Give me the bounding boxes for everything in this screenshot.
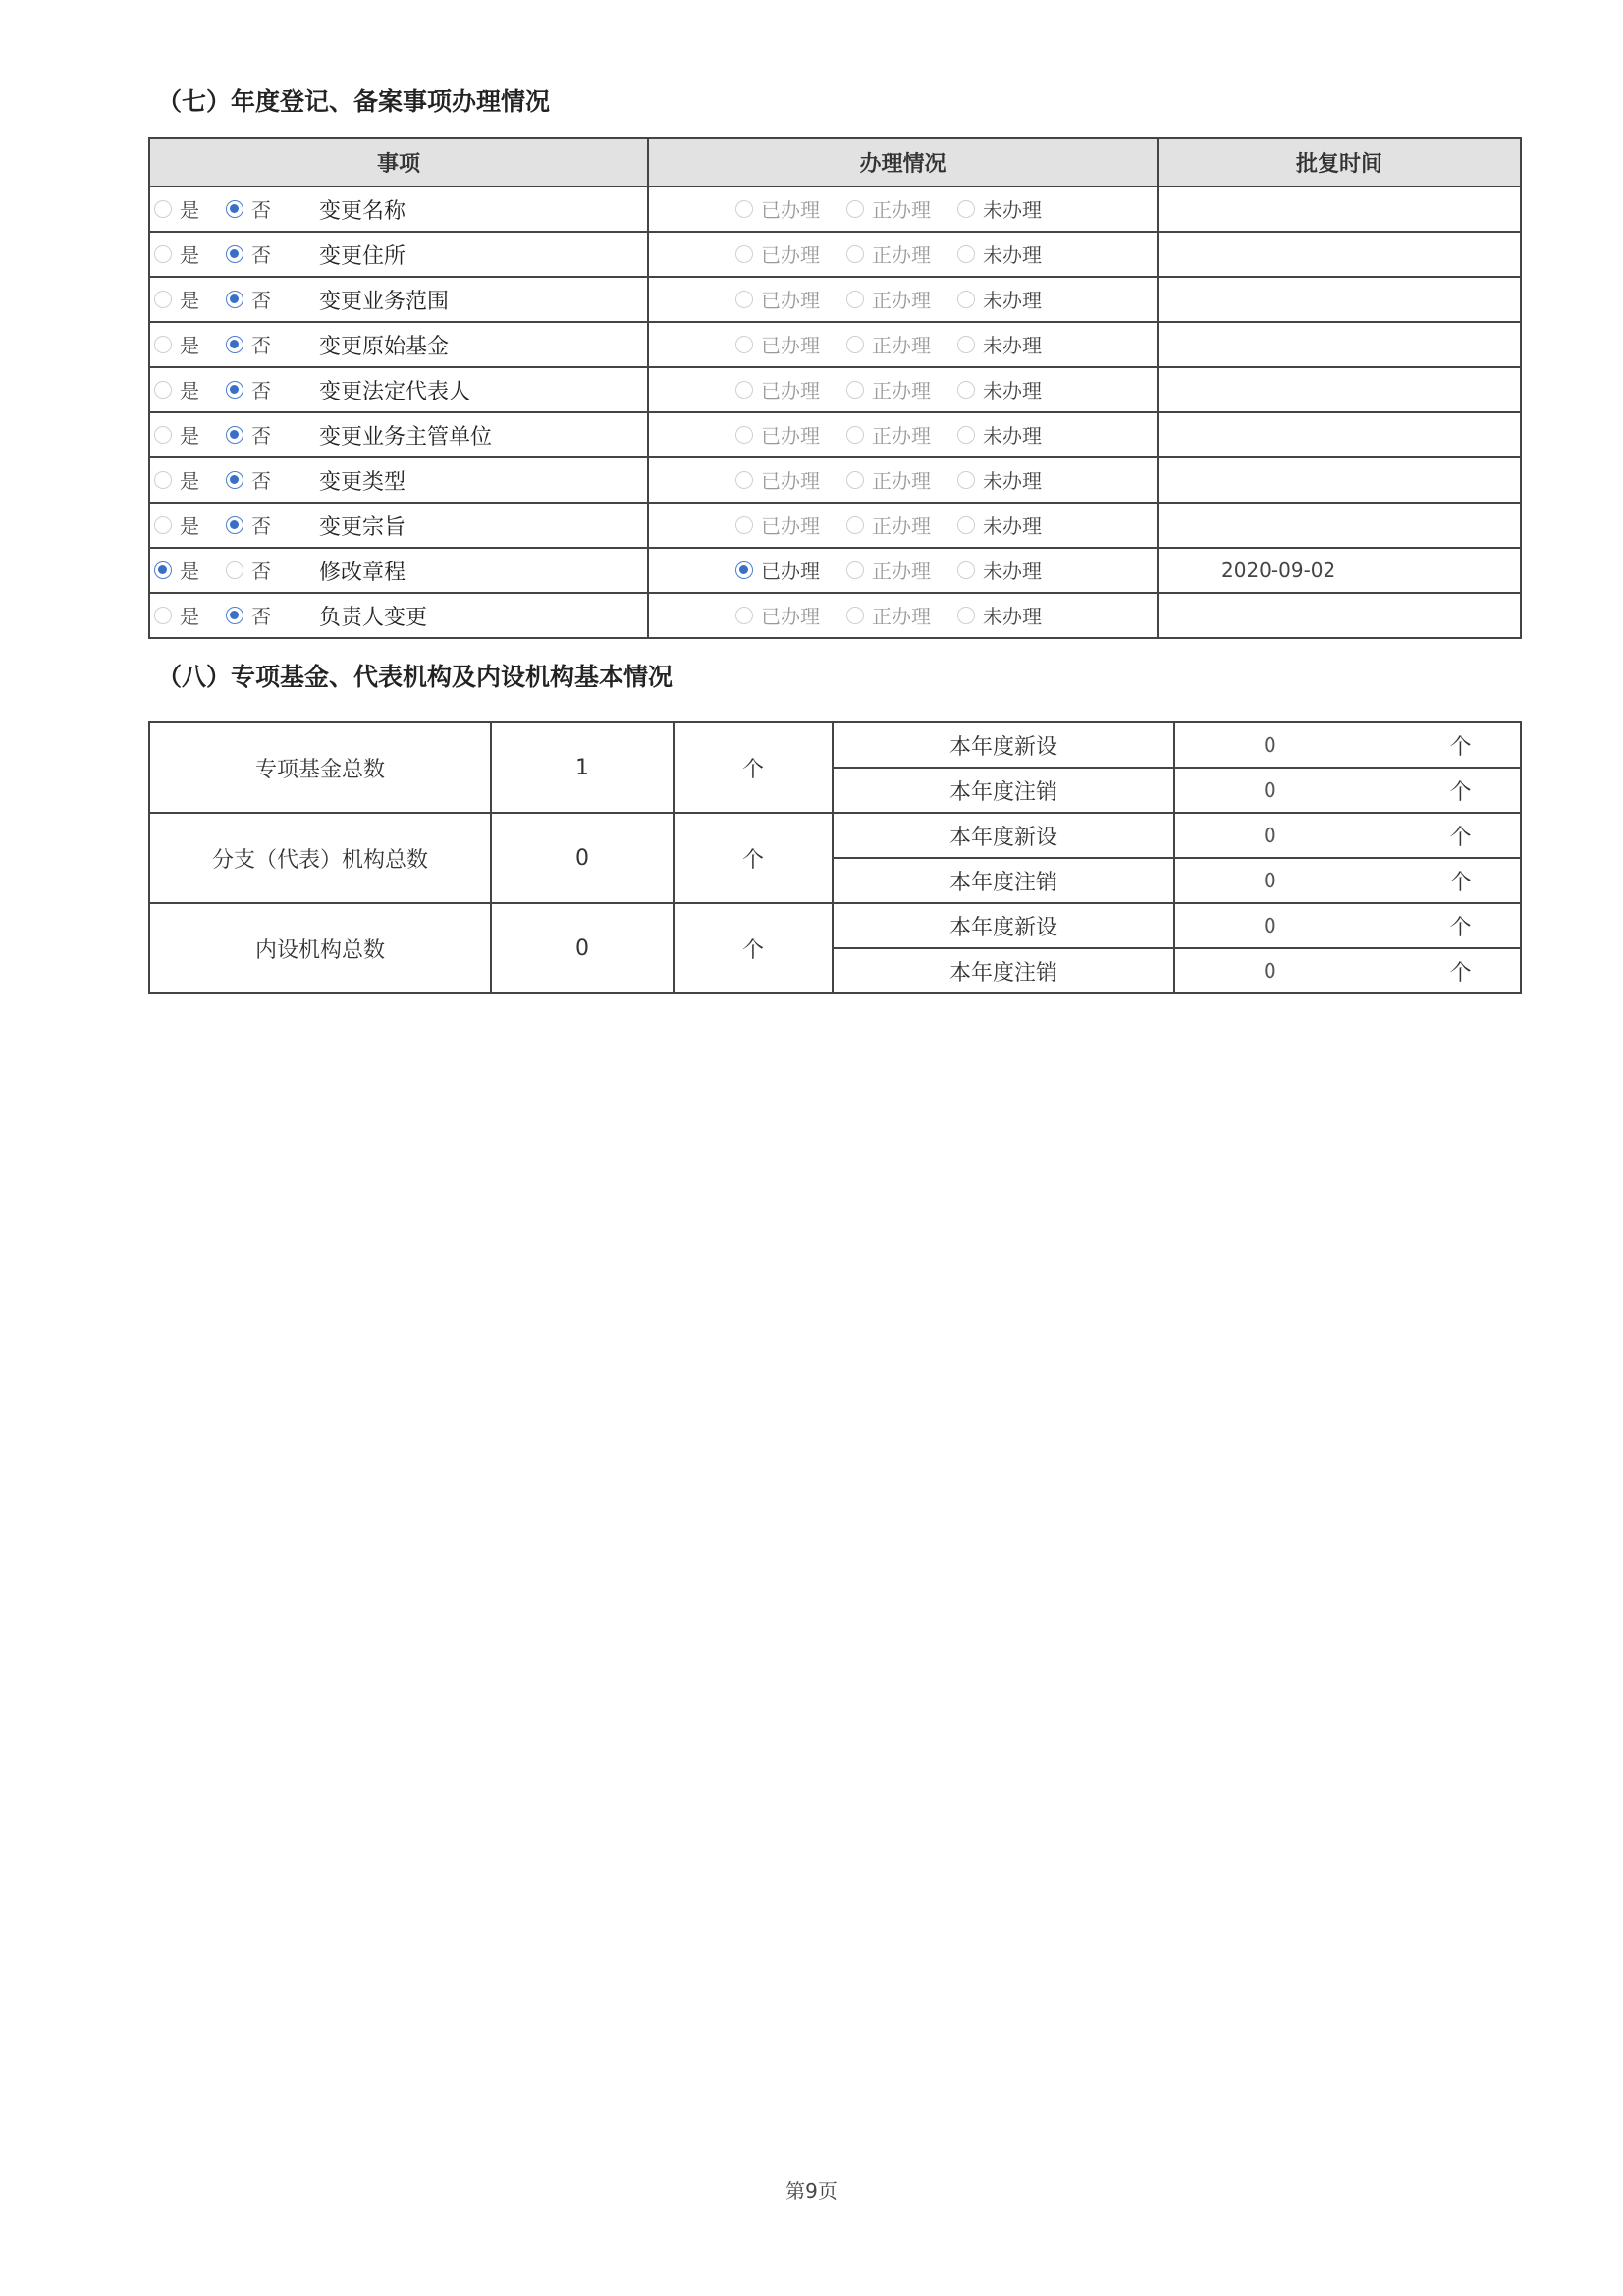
- notdone-radio-icon[interactable]: [957, 291, 975, 308]
- notdone-option[interactable]: [957, 240, 1042, 268]
- item-cell: [149, 548, 648, 593]
- group-label: 分支（代表）机构总数: [149, 813, 491, 903]
- notdone-label: 未办理: [983, 379, 1042, 403]
- yes-option[interactable]: [154, 510, 199, 539]
- header-status: 办理情况: [648, 138, 1158, 187]
- page-number: 第9页: [785, 2179, 838, 2203]
- group-total: 0: [491, 903, 674, 993]
- done-option[interactable]: [735, 194, 820, 223]
- done-option[interactable]: [735, 510, 820, 539]
- no-radio-icon[interactable]: [226, 200, 243, 218]
- yes-radio-icon[interactable]: [154, 561, 172, 579]
- header-approval-date: 批复时间: [1158, 138, 1521, 187]
- no-label: 否: [251, 334, 271, 357]
- notdone-option[interactable]: [957, 601, 1042, 629]
- yes-label: 是: [180, 605, 199, 628]
- done-radio-icon[interactable]: [735, 291, 753, 308]
- done-label: 已办理: [761, 514, 820, 539]
- yes-label: 是: [180, 560, 199, 583]
- done-radio-icon[interactable]: [735, 336, 753, 353]
- notdone-radio-icon[interactable]: [957, 471, 975, 489]
- approval-date-cell: [1158, 367, 1521, 412]
- yes-radio-icon[interactable]: [154, 291, 172, 308]
- yes-label: 是: [180, 334, 199, 357]
- new-label: 本年度新设: [833, 903, 1174, 948]
- item-name: 变更名称: [319, 198, 406, 224]
- approval-date-cell: [1158, 412, 1521, 457]
- table-row: [149, 277, 1521, 322]
- approval-date-field[interactable]: [1219, 413, 1457, 456]
- notdone-radio-icon[interactable]: [957, 381, 975, 399]
- no-radio-icon[interactable]: [226, 471, 243, 489]
- cancel-count-field[interactable]: 0: [1252, 859, 1421, 902]
- no-option[interactable]: [226, 465, 271, 494]
- item-cell: [149, 322, 648, 367]
- status-cell: [648, 322, 1158, 367]
- item-name: 变更法定代表人: [319, 379, 471, 404]
- doing-option[interactable]: [846, 510, 931, 539]
- yes-radio-icon[interactable]: [154, 471, 172, 489]
- notdone-option[interactable]: [957, 285, 1042, 313]
- approval-date-cell: [1158, 457, 1521, 503]
- approval-date-cell: [1158, 593, 1521, 638]
- done-label: 已办理: [761, 469, 820, 494]
- status-cell: [648, 187, 1158, 232]
- done-option[interactable]: [735, 285, 820, 313]
- annual-registration-table: [148, 137, 1522, 639]
- approval-date-field[interactable]: [1219, 323, 1457, 366]
- item-name: 负责人变更: [319, 605, 428, 630]
- item-name: 变更类型: [319, 469, 406, 495]
- notdone-label: 未办理: [983, 289, 1042, 313]
- group-total: 0: [491, 813, 674, 903]
- cancel-count-cell: [1174, 948, 1400, 993]
- no-radio-icon[interactable]: [226, 381, 243, 399]
- item-name: 修改章程: [319, 560, 406, 585]
- doing-label: 正办理: [872, 334, 931, 358]
- doing-radio-icon[interactable]: [846, 607, 864, 624]
- done-radio-icon[interactable]: [735, 516, 753, 534]
- item-name: 变更业务主管单位: [319, 424, 493, 450]
- approval-date-cell: [1158, 277, 1521, 322]
- unit-label: 个: [1400, 948, 1521, 993]
- yes-option[interactable]: [154, 556, 199, 584]
- table-row: [149, 457, 1521, 503]
- done-radio-icon[interactable]: [735, 245, 753, 263]
- table-row: [149, 548, 1521, 593]
- item-cell: [149, 277, 648, 322]
- done-radio-icon[interactable]: [735, 607, 753, 624]
- group-label: 内设机构总数: [149, 903, 491, 993]
- doing-label: 正办理: [872, 605, 931, 629]
- no-option[interactable]: [226, 375, 271, 403]
- approval-date-cell: [1158, 322, 1521, 367]
- approval-date-field[interactable]: [1219, 233, 1457, 276]
- no-option[interactable]: [226, 601, 271, 629]
- yes-label: 是: [180, 289, 199, 312]
- no-label: 否: [251, 605, 271, 628]
- no-option[interactable]: [226, 330, 271, 358]
- no-label: 否: [251, 198, 271, 222]
- unit-label: 个: [1400, 722, 1521, 768]
- approval-date-field[interactable]: [1219, 594, 1457, 637]
- no-radio-icon[interactable]: [226, 426, 243, 444]
- table-row: [149, 903, 1521, 948]
- notdone-radio-icon[interactable]: [957, 245, 975, 263]
- doing-label: 正办理: [872, 289, 931, 313]
- yes-radio-icon[interactable]: [154, 336, 172, 353]
- status-cell: [648, 232, 1158, 277]
- done-label: 已办理: [761, 334, 820, 358]
- doing-option[interactable]: [846, 194, 931, 223]
- notdone-radio-icon[interactable]: [957, 200, 975, 218]
- table-row: [149, 232, 1521, 277]
- yes-label: 是: [180, 198, 199, 222]
- table-row: [149, 187, 1521, 232]
- notdone-label: 未办理: [983, 560, 1042, 584]
- item-name: 变更原始基金: [319, 334, 450, 359]
- done-label: 已办理: [761, 605, 820, 629]
- item-cell: [149, 503, 648, 548]
- doing-label: 正办理: [872, 243, 931, 268]
- table-row: [149, 593, 1521, 638]
- notdone-label: 未办理: [983, 514, 1042, 539]
- status-cell: [648, 457, 1158, 503]
- doing-option[interactable]: [846, 601, 931, 629]
- notdone-label: 未办理: [983, 334, 1042, 358]
- item-name: 变更宗旨: [319, 514, 406, 540]
- done-radio-icon[interactable]: [735, 426, 753, 444]
- doing-radio-icon[interactable]: [846, 381, 864, 399]
- doing-option[interactable]: [846, 285, 931, 313]
- no-option[interactable]: [226, 420, 271, 449]
- no-radio-icon[interactable]: [226, 336, 243, 353]
- cancel-label: 本年度注销: [833, 768, 1174, 813]
- table-row: [149, 412, 1521, 457]
- notdone-option[interactable]: [957, 556, 1042, 584]
- no-radio-icon[interactable]: [226, 245, 243, 263]
- no-radio-icon[interactable]: [226, 516, 243, 534]
- notdone-option[interactable]: [957, 465, 1042, 494]
- done-label: 已办理: [761, 243, 820, 268]
- doing-option[interactable]: [846, 375, 931, 403]
- done-label: 已办理: [761, 560, 820, 584]
- table-row: [149, 503, 1521, 548]
- approval-date-field[interactable]: [1219, 368, 1457, 411]
- group-total: 1: [491, 722, 674, 813]
- no-label: 否: [251, 469, 271, 493]
- institutions-table: [148, 721, 1522, 994]
- doing-label: 正办理: [872, 198, 931, 223]
- yes-option[interactable]: [154, 240, 199, 268]
- table-row: [149, 722, 1521, 768]
- item-name: 变更住所: [319, 243, 406, 269]
- done-option[interactable]: [735, 375, 820, 403]
- cancel-count-cell: [1174, 858, 1400, 903]
- table-row: [149, 322, 1521, 367]
- item-cell: [149, 412, 648, 457]
- notdone-radio-icon[interactable]: [957, 516, 975, 534]
- doing-radio-icon[interactable]: [846, 426, 864, 444]
- done-label: 已办理: [761, 379, 820, 403]
- doing-radio-icon[interactable]: [846, 561, 864, 579]
- doing-label: 正办理: [872, 469, 931, 494]
- notdone-option[interactable]: [957, 510, 1042, 539]
- no-option[interactable]: [226, 240, 271, 268]
- approval-date-field[interactable]: [1219, 504, 1457, 547]
- no-label: 否: [251, 243, 271, 267]
- done-label: 已办理: [761, 289, 820, 313]
- yes-label: 是: [180, 514, 199, 538]
- notdone-label: 未办理: [983, 243, 1042, 268]
- notdone-radio-icon[interactable]: [957, 561, 975, 579]
- unit-label: 个: [1400, 768, 1521, 813]
- approval-date-field[interactable]: [1219, 187, 1457, 231]
- yes-label: 是: [180, 243, 199, 267]
- status-cell: [648, 412, 1158, 457]
- status-cell: [648, 548, 1158, 593]
- yes-option[interactable]: [154, 194, 199, 223]
- new-count-cell: [1174, 903, 1400, 948]
- item-cell: [149, 187, 648, 232]
- header-item: 事项: [149, 138, 648, 187]
- unit-label: 个: [1400, 813, 1521, 858]
- unit-label: 个: [1400, 903, 1521, 948]
- notdone-label: 未办理: [983, 424, 1042, 449]
- approval-date-field[interactable]: 2020-09-02: [1219, 549, 1457, 592]
- doing-radio-icon[interactable]: [846, 471, 864, 489]
- doing-label: 正办理: [872, 424, 931, 449]
- notdone-radio-icon[interactable]: [957, 426, 975, 444]
- section-7-title: （七）年度登记、备案事项办理情况: [157, 87, 551, 116]
- done-option[interactable]: [735, 420, 820, 449]
- no-label: 否: [251, 379, 271, 402]
- yes-option[interactable]: [154, 601, 199, 629]
- doing-option[interactable]: [846, 240, 931, 268]
- unit-label: 个: [674, 813, 833, 903]
- done-option[interactable]: [735, 465, 820, 494]
- notdone-option[interactable]: [957, 194, 1042, 223]
- notdone-label: 未办理: [983, 605, 1042, 629]
- cancel-label: 本年度注销: [833, 858, 1174, 903]
- notdone-option[interactable]: [957, 420, 1042, 449]
- yes-label: 是: [180, 379, 199, 402]
- no-label: 否: [251, 514, 271, 538]
- no-label: 否: [251, 560, 271, 583]
- yes-radio-icon[interactable]: [154, 245, 172, 263]
- no-option[interactable]: [226, 285, 271, 313]
- group-label: 专项基金总数: [149, 722, 491, 813]
- no-label: 否: [251, 289, 271, 312]
- doing-label: 正办理: [872, 560, 931, 584]
- approval-date-field[interactable]: [1219, 278, 1457, 321]
- approval-date-field[interactable]: [1219, 458, 1457, 502]
- done-option[interactable]: [735, 556, 820, 584]
- no-option[interactable]: [226, 194, 271, 223]
- approval-date-cell: [1158, 187, 1521, 232]
- notdone-option[interactable]: [957, 330, 1042, 358]
- yes-option[interactable]: [154, 330, 199, 358]
- cancel-label: 本年度注销: [833, 948, 1174, 993]
- new-count-field[interactable]: 0: [1252, 814, 1421, 857]
- done-radio-icon[interactable]: [735, 381, 753, 399]
- yes-label: 是: [180, 424, 199, 448]
- cancel-count-field[interactable]: 0: [1252, 949, 1421, 992]
- notdone-option[interactable]: [957, 375, 1042, 403]
- item-cell: [149, 367, 648, 412]
- new-count-cell: [1174, 722, 1400, 768]
- done-label: 已办理: [761, 424, 820, 449]
- done-option[interactable]: [735, 601, 820, 629]
- new-label: 本年度新设: [833, 813, 1174, 858]
- unit-label: 个: [1400, 858, 1521, 903]
- doing-label: 正办理: [872, 514, 931, 539]
- no-radio-icon[interactable]: [226, 291, 243, 308]
- unit-label: 个: [674, 722, 833, 813]
- table-row: [149, 367, 1521, 412]
- yes-radio-icon[interactable]: [154, 516, 172, 534]
- status-cell: [648, 277, 1158, 322]
- notdone-radio-icon[interactable]: [957, 336, 975, 353]
- approval-date-cell: [1158, 232, 1521, 277]
- table-row: [149, 813, 1521, 858]
- doing-option[interactable]: [846, 330, 931, 358]
- yes-radio-icon[interactable]: [154, 426, 172, 444]
- doing-radio-icon[interactable]: [846, 245, 864, 263]
- approval-date-cell: [1158, 548, 1521, 593]
- item-cell: [149, 457, 648, 503]
- new-label: 本年度新设: [833, 722, 1174, 768]
- doing-label: 正办理: [872, 379, 931, 403]
- cancel-count-field[interactable]: 0: [1252, 769, 1421, 812]
- yes-radio-icon[interactable]: [154, 607, 172, 624]
- section-8-title: （八）专项基金、代表机构及内设机构基本情况: [157, 663, 674, 691]
- doing-option[interactable]: [846, 556, 931, 584]
- no-radio-icon[interactable]: [226, 561, 243, 579]
- unit-label: 个: [674, 903, 833, 993]
- done-option[interactable]: [735, 240, 820, 268]
- yes-option[interactable]: [154, 420, 199, 449]
- yes-option[interactable]: [154, 285, 199, 313]
- no-radio-icon[interactable]: [226, 607, 243, 624]
- doing-radio-icon[interactable]: [846, 516, 864, 534]
- done-label: 已办理: [761, 198, 820, 223]
- done-radio-icon[interactable]: [735, 200, 753, 218]
- new-count-field[interactable]: 0: [1252, 723, 1421, 767]
- notdone-radio-icon[interactable]: [957, 607, 975, 624]
- item-cell: [149, 593, 648, 638]
- doing-option[interactable]: [846, 465, 931, 494]
- approval-date-cell: [1158, 503, 1521, 548]
- doing-radio-icon[interactable]: [846, 200, 864, 218]
- status-cell: [648, 367, 1158, 412]
- yes-option[interactable]: [154, 375, 199, 403]
- status-cell: [648, 503, 1158, 548]
- no-label: 否: [251, 424, 271, 448]
- notdone-label: 未办理: [983, 198, 1042, 223]
- done-radio-icon[interactable]: [735, 561, 753, 579]
- done-radio-icon[interactable]: [735, 471, 753, 489]
- yes-label: 是: [180, 469, 199, 493]
- item-name: 变更业务范围: [319, 289, 450, 314]
- no-option[interactable]: [226, 556, 271, 584]
- new-count-field[interactable]: 0: [1252, 904, 1421, 947]
- new-count-cell: [1174, 813, 1400, 858]
- done-option[interactable]: [735, 330, 820, 358]
- doing-radio-icon[interactable]: [846, 336, 864, 353]
- status-cell: [648, 593, 1158, 638]
- no-option[interactable]: [226, 510, 271, 539]
- yes-option[interactable]: [154, 465, 199, 494]
- item-cell: [149, 232, 648, 277]
- doing-radio-icon[interactable]: [846, 291, 864, 308]
- notdone-label: 未办理: [983, 469, 1042, 494]
- doing-option[interactable]: [846, 420, 931, 449]
- yes-radio-icon[interactable]: [154, 381, 172, 399]
- cancel-count-cell: [1174, 768, 1400, 813]
- yes-radio-icon[interactable]: [154, 200, 172, 218]
